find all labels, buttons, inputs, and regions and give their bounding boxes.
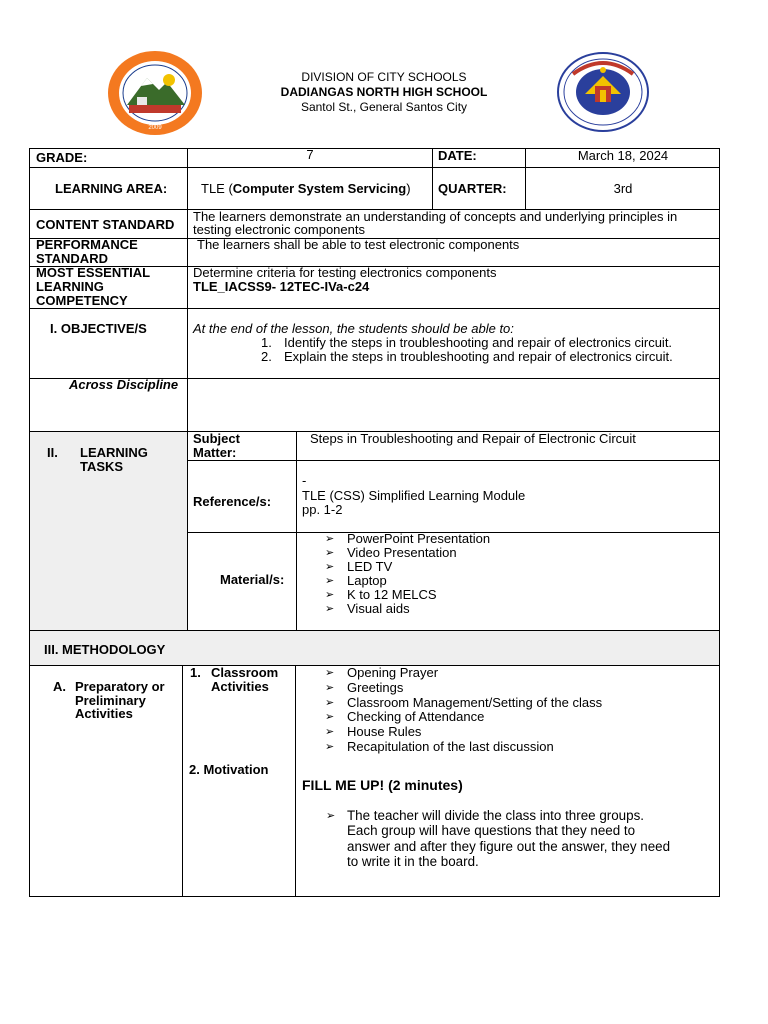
svg-text:2009: 2009 — [148, 125, 162, 131]
classroom-activity-item: Checking of Attendance — [347, 709, 485, 725]
school-address: Santol St., General Santos City — [300, 100, 468, 114]
objective-num-1: 1. — [261, 335, 272, 350]
material-item-bullet: ➢ — [325, 561, 335, 573]
prep-label-2: Preliminary — [75, 693, 146, 708]
material-item: Visual aids — [347, 601, 410, 616]
material-item: PowerPoint Presentation — [347, 531, 491, 546]
prep-label-3: Activities — [75, 706, 133, 721]
classroom-activity-item: Recapitulation of the last discussion — [347, 739, 554, 754]
quarter-label: QUARTER: — [438, 181, 507, 196]
school-header — [0, 70, 768, 115]
materials-label: Material/s: — [220, 572, 285, 587]
melc-label: MOST ESSENTIAL — [36, 265, 151, 280]
reference-line1: TLE (CSS) Simplified Learning Module — [302, 488, 526, 503]
motivation-line: Each group will have questions that they need to — [347, 823, 636, 839]
melc-label-3: COMPETENCY — [36, 293, 128, 308]
date-value: March 18, 2024 — [577, 148, 669, 163]
classroom-activity-item: Opening Prayer — [347, 665, 439, 680]
across-discipline-label: Across Discipline — [69, 377, 179, 392]
material-item-bullet: ➢ — [325, 603, 335, 615]
reference-label: Reference/s: — [193, 494, 272, 509]
learning-tasks-label: LEARNING — [80, 445, 148, 460]
motivation-line: answer and after they figure out the answer, they need — [347, 838, 671, 854]
grade-label: GRADE: — [36, 150, 88, 165]
reference-dash: - — [302, 473, 307, 488]
objective-num-2: 2. — [261, 349, 272, 364]
motivation-line: The teacher will divide the class into three groups. — [347, 808, 644, 823]
learning-area-value: TLE (Computer System Servicing) — [201, 181, 411, 196]
performance-standard-label: PERFORMANCE — [36, 237, 138, 252]
objective-intro: At the end of the lesson, the students should be able to: — [193, 321, 514, 336]
learning-area-label: LEARNING AREA: — [55, 181, 168, 196]
quarter-value: 3rd — [613, 181, 633, 196]
grade-value: 7 — [306, 147, 314, 162]
methodology-label: III. METHODOLOGY — [44, 642, 166, 657]
objective-label: I. OBJECTIVE/S — [50, 321, 147, 336]
classroom-activity-item-bullet: ➢ — [325, 711, 335, 724]
classroom-label-2: Activities — [211, 679, 269, 694]
objective-item-1: Identify the steps in troubleshooting and repair of electronics circuit. — [284, 335, 673, 350]
classroom-label: Classroom — [211, 665, 279, 680]
classroom-num: 1. — [190, 665, 201, 680]
learning-tasks-num: II. — [47, 445, 58, 460]
motivation-line: to write it in the board. — [347, 853, 479, 869]
objective-item-2: Explain the steps in troubleshooting and repair of electronics circuit. — [284, 349, 673, 364]
classroom-activity-item: Greetings — [347, 679, 404, 695]
motivation-label: 2. Motivation — [189, 762, 269, 777]
melc-code: TLE_IACSS9- 12TEC-IVa-c24 — [193, 279, 370, 294]
classroom-activity-item-bullet: ➢ — [325, 741, 335, 753]
classroom-activity-item-bullet: ➢ — [325, 696, 335, 709]
date-label: DATE: — [438, 148, 477, 163]
material-item-bullet: ➢ — [325, 547, 335, 559]
school-name: DADIANGAS NORTH HIGH SCHOOL — [280, 85, 488, 99]
material-item-bullet: ➢ — [325, 575, 335, 587]
subject-matter-value: Steps in Troubleshooting and Repair of Electronic Circuit — [310, 431, 636, 446]
material-item-bullet: ➢ — [325, 589, 335, 601]
classroom-activity-item-bullet: ➢ — [325, 726, 335, 739]
content-standard-label: CONTENT STANDARD — [36, 217, 175, 232]
reference-line2: pp. 1-2 — [302, 502, 343, 517]
classroom-activity-item: House Rules — [347, 724, 422, 740]
material-item: K to 12 MELCS — [347, 587, 437, 602]
motivation-bullet: ➢ — [326, 810, 336, 822]
material-item: Laptop — [347, 573, 387, 588]
motivation-title: FILL ME UP! (2 minutes) — [302, 777, 463, 793]
division-name: DIVISION OF CITY SCHOOLS — [301, 70, 467, 84]
learning-tasks-label-2: TASKS — [80, 459, 124, 474]
content-standard-line2: testing electronic components — [193, 222, 365, 237]
classroom-activity-item-bullet: ➢ — [325, 667, 335, 679]
subject-matter-label-2: Matter: — [193, 445, 237, 460]
subject-matter-label: Subject — [193, 431, 240, 446]
classroom-activity-item-bullet: ➢ — [325, 681, 335, 694]
material-item-bullet: ➢ — [325, 533, 335, 545]
material-item: LED TV — [347, 559, 393, 574]
classroom-activity-item: Classroom Management/Setting of the class — [347, 694, 603, 710]
melc-value: Determine criteria for testing electronics components — [193, 265, 497, 280]
melc-label-2: LEARNING — [36, 279, 104, 294]
deped-seal — [557, 52, 649, 132]
performance-standard-label-2: STANDARD — [36, 251, 108, 266]
prep-label: Preparatory or — [75, 679, 165, 694]
content-standard-line1: The learners demonstrate an understanding of concepts and underlying principles in — [193, 209, 678, 224]
material-item: Video Presentation — [347, 545, 457, 560]
performance-standard-value: The learners shall be able to test electronic components — [197, 237, 520, 252]
prep-letter: A. — [53, 679, 66, 694]
